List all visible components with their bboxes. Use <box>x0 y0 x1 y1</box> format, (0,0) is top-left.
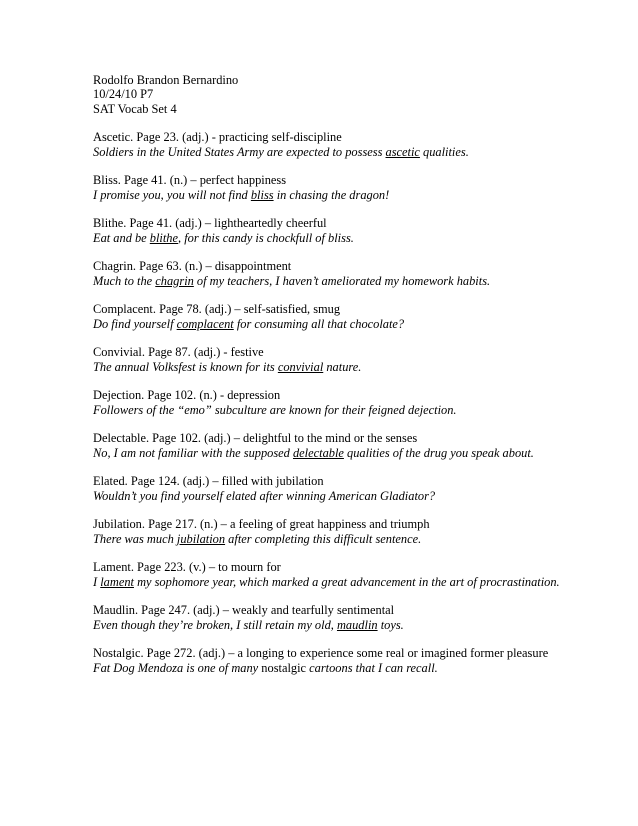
vocab-definition: Nostalgic. Page 272. (adj.) – a longing to experience some real or imagined former pleasure <box>93 646 549 661</box>
vocab-example <box>93 360 593 374</box>
example-vocab-word: jubilation <box>176 531 226 546</box>
example-text-before: Eat and be <box>93 230 150 245</box>
example-text-before: Do find yourself <box>93 316 177 331</box>
vocab-entry <box>93 603 593 632</box>
vocab-example <box>93 661 593 675</box>
example-text-after: my sophomore year, which marked a great advancement in the art of procrastination. <box>133 574 560 589</box>
vocab-entry <box>93 130 593 159</box>
example-vocab-word: maudlin <box>336 617 378 632</box>
vocab-definition: Blithe. Page 41. (adj.) – lightheartedly cheerful <box>93 216 327 231</box>
vocab-entry <box>93 302 593 331</box>
vocab-definition: Bliss. Page 41. (n.) – perfect happiness <box>93 173 287 188</box>
vocab-entry <box>93 345 593 374</box>
vocab-example <box>93 317 593 331</box>
vocab-definition: Maudlin. Page 247. (adj.) – weakly and tearfully sentimental <box>93 603 395 618</box>
example-vocab-word: blithe <box>149 230 178 245</box>
vocab-definition: Lament. Page 223. (v.) – to mourn for <box>93 560 281 575</box>
example-vocab-word: bliss <box>250 187 274 202</box>
example-text-after: after completing this difficult sentence. <box>225 531 422 546</box>
vocab-definition: Complacent. Page 78. (adj.) – self-satisfied, smug <box>93 302 341 317</box>
example-text-before: There was much <box>93 531 177 546</box>
example-vocab-word: chagrin <box>155 273 194 288</box>
example-text-before: The annual Volksfest is known for its <box>93 359 278 374</box>
vocab-definition: Elated. Page 124. (adj.) – filled with jubilation <box>93 474 324 489</box>
example-text-after: in chasing the dragon! <box>273 187 390 202</box>
example-text-after: qualities. <box>419 144 469 159</box>
vocab-example <box>93 188 593 202</box>
example-text-after: toys. <box>377 617 404 632</box>
vocab-example <box>93 618 593 632</box>
vocab-example <box>93 403 593 417</box>
vocab-definition: Ascetic. Page 23. (adj.) - practicing self-discipline <box>93 130 342 145</box>
example-vocab-word: ascetic <box>385 144 420 159</box>
vocab-definition: Convivial. Page 87. (adj.) - festive <box>93 345 264 360</box>
vocab-entry <box>93 560 593 589</box>
vocab-example <box>93 446 593 460</box>
vocab-list <box>93 130 593 675</box>
example-text-before: Soldiers in the United States Army are expected to possess <box>93 144 386 159</box>
example-vocab-word: delectable <box>292 445 344 460</box>
vocab-entry <box>93 173 593 202</box>
vocab-example <box>93 575 593 589</box>
example-text-after: nature. <box>323 359 362 374</box>
document-header <box>93 73 593 116</box>
example-text-after: qualities of the drug you speak about. <box>343 445 534 460</box>
example-text-after: cartoons that I can recall. <box>306 660 438 675</box>
vocab-definition: Dejection. Page 102. (n.) - depression <box>93 388 281 403</box>
example-vocab-word: lament <box>100 574 134 589</box>
vocab-entry <box>93 474 593 503</box>
document-page <box>93 73 593 689</box>
example-vocab-word: complacent <box>176 316 234 331</box>
example-text-before: Wouldn’t you find yourself elated after winning American Gladiator? <box>93 488 436 503</box>
example-text-before: Followers of the “emo” subculture are known for their feigned dejection. <box>93 402 457 417</box>
example-text-after: , for this candy is chockfull of bliss. <box>178 230 354 245</box>
vocab-entry <box>93 388 593 417</box>
vocab-example <box>93 532 593 546</box>
example-text-before: No, I am not familiar with the supposed <box>93 445 293 460</box>
vocab-entry <box>93 646 593 675</box>
example-text-after: of my teachers, I haven’t ameliorated my homework habits. <box>193 273 491 288</box>
vocab-entry <box>93 216 593 245</box>
example-text-before: Even though they’re broken, I still retain my old, <box>93 617 337 632</box>
vocab-definition: Delectable. Page 102. (adj.) – delightful to the mind or the senses <box>93 431 418 446</box>
example-text-after: for consuming all that chocolate? <box>233 316 405 331</box>
vocab-definition: Chagrin. Page 63. (n.) – disappointment <box>93 259 292 274</box>
vocab-entry <box>93 517 593 546</box>
vocab-definition: Jubilation. Page 217. (n.) – a feeling of great happiness and triumph <box>93 517 430 532</box>
vocab-example <box>93 274 593 288</box>
vocab-example <box>93 489 593 503</box>
example-vocab-word: convivial <box>277 359 324 374</box>
example-vocab-word: nostalgic <box>261 660 307 675</box>
assignment-title: SAT Vocab Set 4 <box>93 101 177 116</box>
vocab-example <box>93 145 593 159</box>
student-name: Rodolfo Brandon Bernardino <box>93 73 239 87</box>
vocab-entry <box>93 259 593 288</box>
example-text-before: I <box>93 574 101 589</box>
example-text-before: I promise you, you will not find <box>93 187 251 202</box>
example-text-before: Much to the <box>93 273 156 288</box>
example-text-before: Fat Dog Mendoza is one of many <box>93 660 262 675</box>
vocab-entry <box>93 431 593 460</box>
vocab-example <box>93 231 593 245</box>
date-period: 10/24/10 P7 <box>93 87 154 102</box>
